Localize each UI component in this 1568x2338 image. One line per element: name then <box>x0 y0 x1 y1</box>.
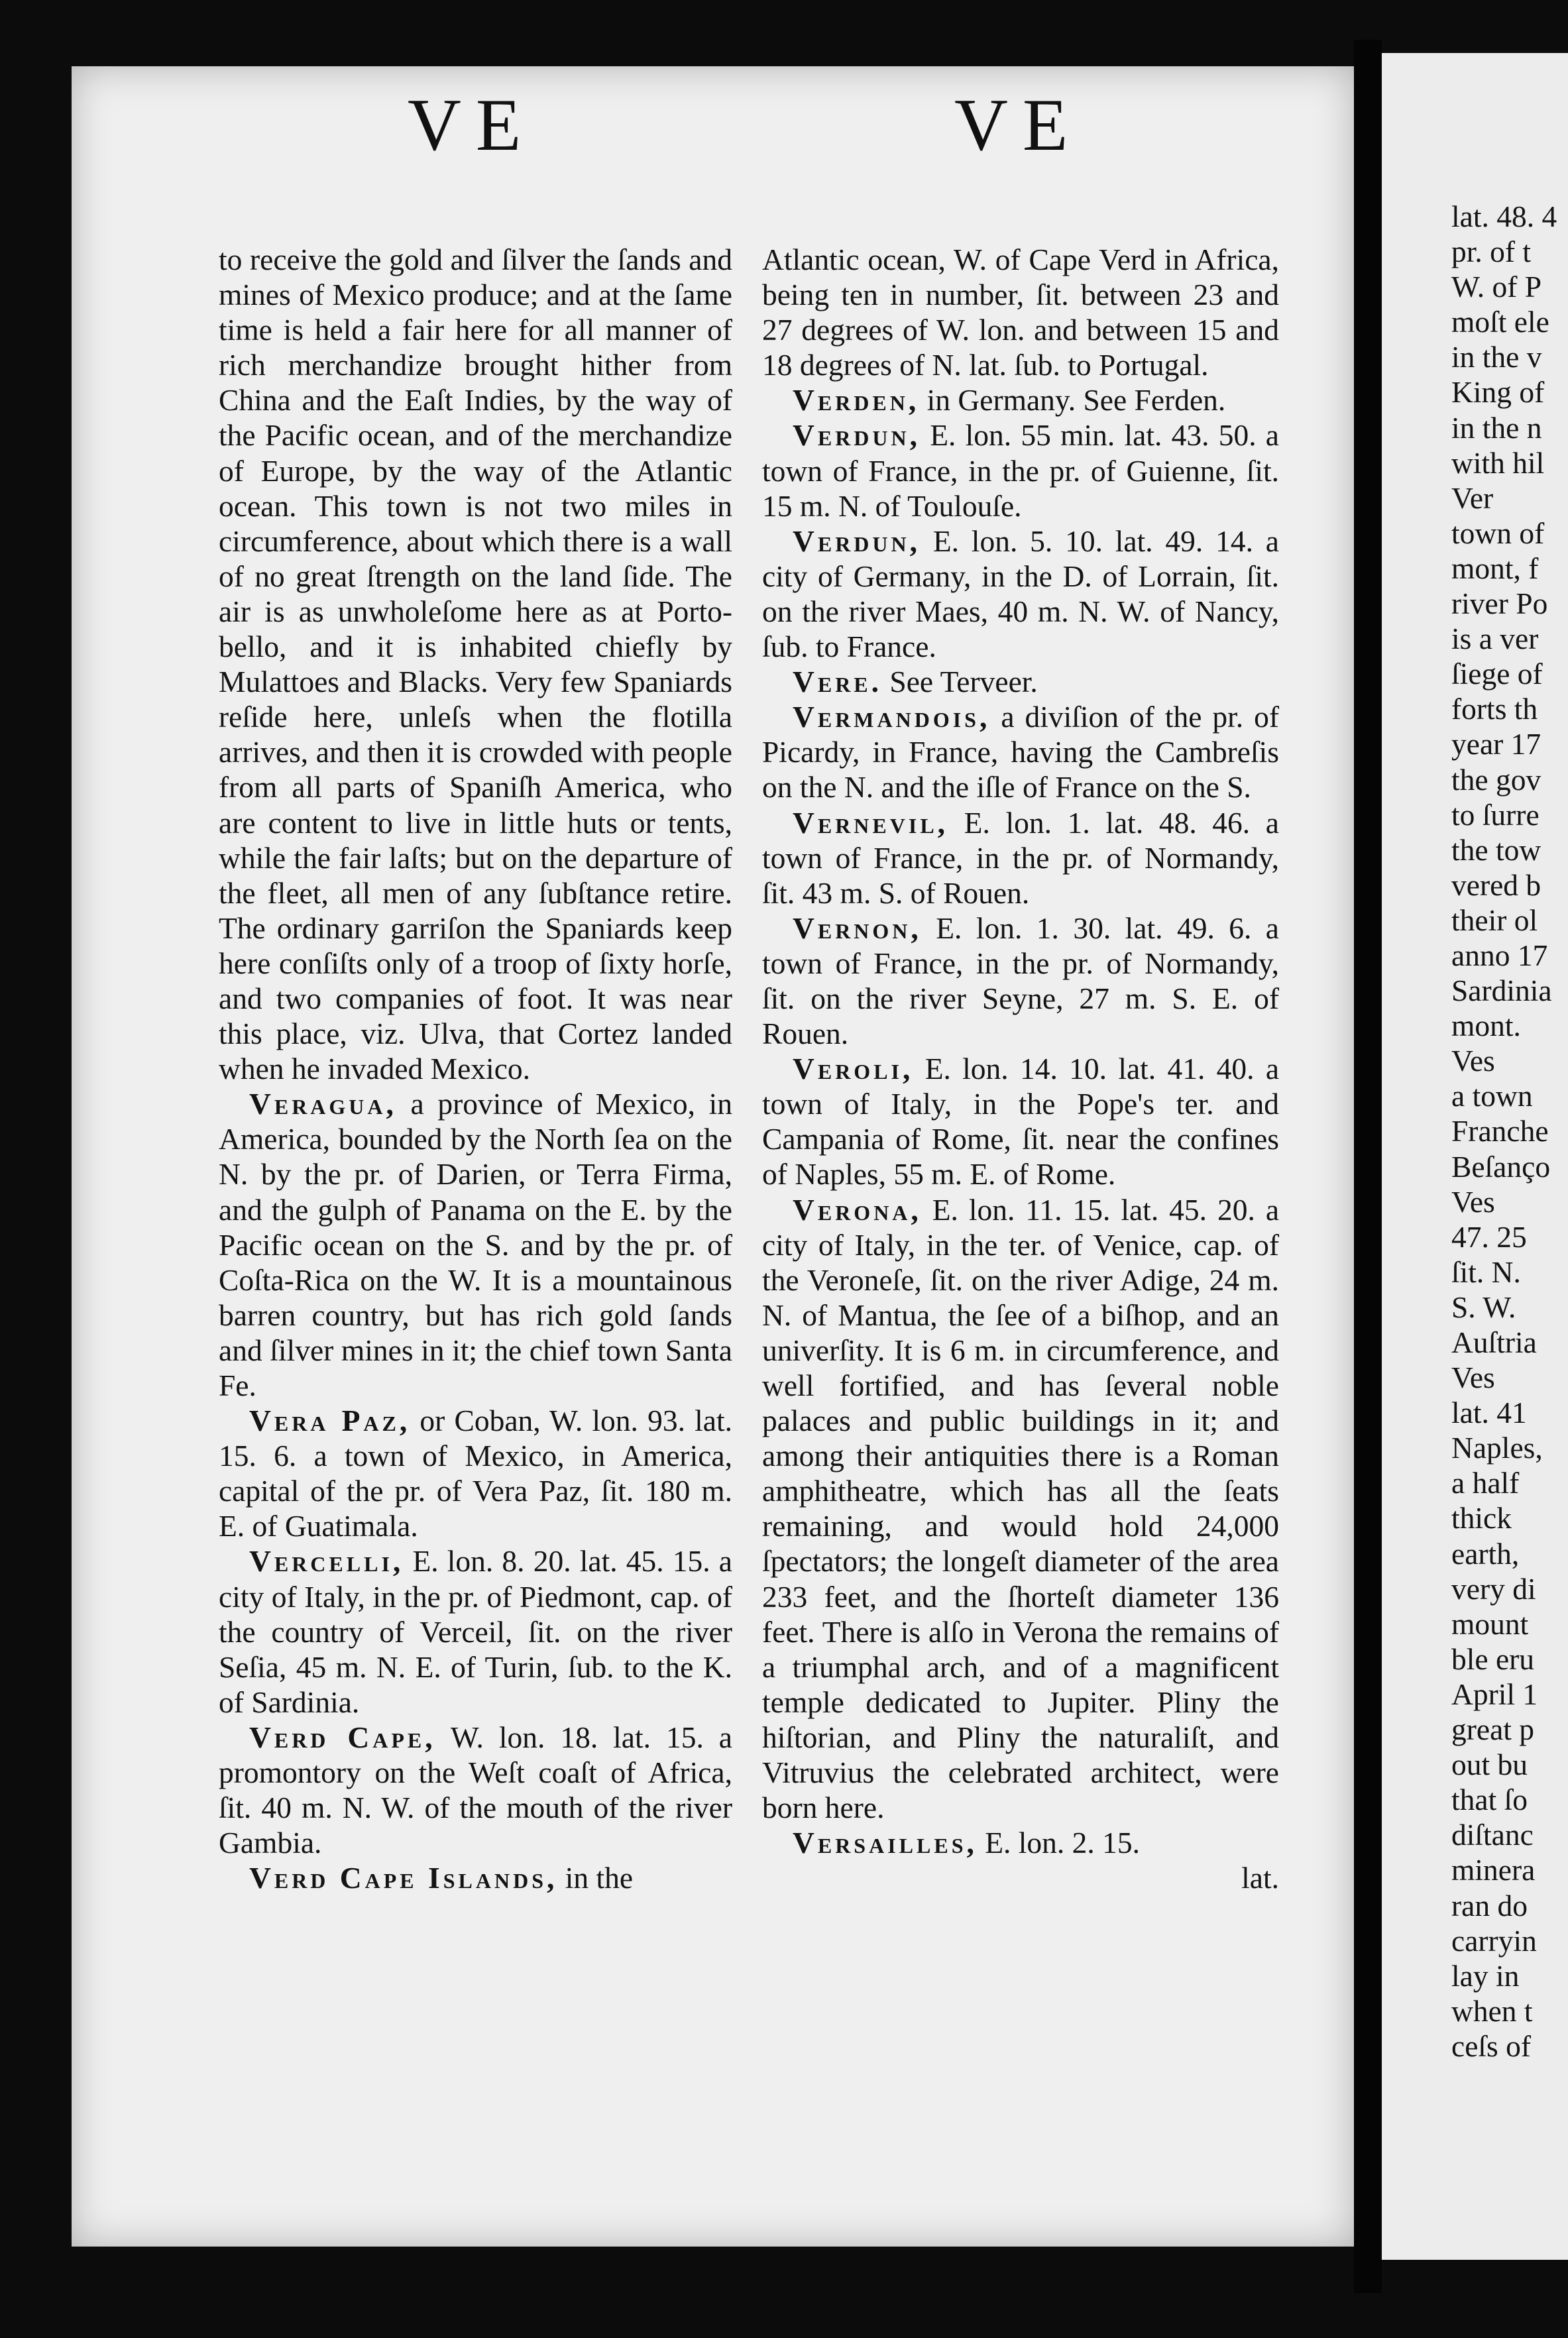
entry-headword: Veragua, <box>249 1087 397 1121</box>
entry-paragraph <box>219 1086 732 1403</box>
fragment-line: lay in <box>1451 1958 1520 1993</box>
entry-headword: Verona, <box>793 1192 922 1227</box>
entry-headword: Verdun, <box>793 524 921 558</box>
fragment-line: mont. <box>1451 1009 1521 1043</box>
entry-paragraph <box>219 1543 732 1719</box>
header-left: VE <box>408 84 536 166</box>
fragment-line: 47. 25 <box>1451 1219 1527 1254</box>
fragment-line: the gov <box>1451 762 1541 797</box>
header-right: VE <box>954 84 1083 166</box>
right-column <box>762 242 1279 1895</box>
fragment-line: Beſanço <box>1451 1149 1551 1184</box>
fragment-line: that ſo <box>1451 1783 1528 1817</box>
entry-headword: Verden, <box>793 383 920 418</box>
fragment-line: King of <box>1451 375 1545 410</box>
fragment-line: Ver <box>1451 480 1494 515</box>
entry-text: E. lon. 14. 10. lat. 41. 40. a town of Italy, in the Pope's ter. and Campania of Rome, ſit. near the confines of Naples, 55 m. E. of Rome. <box>762 1052 1280 1192</box>
fragment-line: Auſtria <box>1451 1325 1537 1359</box>
entry-paragraph <box>762 242 1279 382</box>
fragment-line: Franche <box>1451 1114 1549 1148</box>
fragment-line: minera <box>1451 1853 1536 1887</box>
page-gutter <box>1354 40 1382 2293</box>
fragment-line: mont, f <box>1451 551 1539 585</box>
entry-paragraph <box>762 382 1279 418</box>
fragment-line: very di <box>1451 1571 1536 1606</box>
entry-paragraph <box>219 1860 732 1895</box>
entry-text: in Germany. See Ferden. <box>926 383 1226 418</box>
entry-text: E. lon. 2. 15. <box>985 1826 1141 1860</box>
fragment-line: town of <box>1451 516 1545 550</box>
fragment-line: thick <box>1451 1501 1512 1535</box>
entry-text: See Terveer. <box>889 665 1038 699</box>
entry-paragraph <box>762 911 1279 1051</box>
fragment-line: anno 17 <box>1451 938 1548 972</box>
fragment-line: great p <box>1451 1712 1535 1747</box>
entry-paragraph <box>762 418 1279 523</box>
fragment-line: vered b <box>1451 867 1541 902</box>
fragment-line: to ſurre <box>1451 797 1540 832</box>
fragment-line: their ol <box>1451 903 1538 937</box>
entry-paragraph <box>219 1720 732 1860</box>
entry-text: E. lon. 55 min. lat. 43. 50. a town of France, in the pr. of Guienne, ſit. 15 m. N. of Toulouſe. <box>762 418 1280 523</box>
entry-headword: Vera Paz, <box>249 1404 411 1438</box>
fragment-line: carryin <box>1451 1923 1537 1958</box>
entry-paragraph <box>762 699 1279 805</box>
fragment-line: mount <box>1451 1606 1529 1641</box>
entry-text: E. lon. 11. 15. lat. 45. 20. a city of Italy, in the ter. of Venice, cap. of the Veroneſe, ſit. on the river Adige, 24 m. N. of Mantua, the ſee of a biſhop, and an univerſity. It is 6 m. in circumference, and well fortified, and has ſeveral noble palaces and public buildings in it; and among their antiquities there is a Roman amphitheatre, which has all the ſeats remaining, and would hold 24,000 ſpectators; the longeſt diameter of the area 233 feet, and the ſhorteſt diameter 136 feet. There is alſo in Verona the remains of a triumphal arch, and of a magnificent temple dedicated to Jupiter. Pliny the hiſtorian, and Pliny the naturaliſt, and Vitruvius the celebrated architect, were born here. <box>762 1192 1280 1825</box>
fragment-line: ceſs of <box>1451 2029 1532 2063</box>
fragment-line: ble eru <box>1451 1642 1535 1676</box>
fragment-line: lat. 48. 4 <box>1451 199 1557 233</box>
entry-text: E. lon. 1. 30. lat. 49. 6. a town of France, in the pr. of Normandy, ſit. on the river Seyne, 27 m. S. E. of Rouen. <box>762 911 1280 1051</box>
entry-text: W. lon. 18. lat. 15. a promontory on the Weſt coaſt of Africa, ſit. 40 m. N. W. of the mouth of the river Gambia. <box>219 1720 732 1860</box>
entry-paragraph <box>762 1192 1279 1826</box>
fragment-line: the tow <box>1451 832 1541 867</box>
entry-paragraph <box>762 1051 1279 1192</box>
entry-text: a diviſion of the pr. of Picardy, in France, having the Cambreſis on the N. and the iſle of France on the S. <box>762 700 1279 805</box>
fragment-line: W. of P <box>1451 270 1542 304</box>
entry-paragraph <box>762 1825 1279 1860</box>
fragment-line: moſt ele <box>1451 305 1549 339</box>
entry-headword: Veroli, <box>793 1052 914 1086</box>
fragment-line: in the v <box>1451 340 1542 374</box>
fragment-line: with hil <box>1451 445 1545 480</box>
fragment-line: ran do <box>1451 1888 1528 1922</box>
fragment-line: lat. 41 <box>1451 1396 1527 1430</box>
entry-paragraph <box>219 1403 732 1543</box>
fragment-line: April 1 <box>1451 1677 1538 1711</box>
entry-headword: Verd Cape, <box>249 1720 436 1754</box>
fragment-line: Ves <box>1451 1044 1495 1078</box>
fragment-line: ſiege of <box>1451 657 1543 691</box>
fragment-line: Sardinia <box>1451 974 1552 1008</box>
entry-text: a province of Mexico, in America, bounded by the North ſea on the N. by the pr. of Darien, or Terra Firma, and the gulph of Panama on the E. by the Pacific ocean on the S. and by the pr. of Coſta-Rica on the W. It is a mountainous barren country, but has rich gold ſands and ſilver mines in it; the chief town Santa Fe. <box>219 1087 732 1402</box>
fragment-line: Ves <box>1451 1361 1495 1395</box>
entry-headword: Verdun, <box>793 418 921 453</box>
fragment-line: a half <box>1451 1466 1520 1500</box>
fragment-line: is a ver <box>1451 622 1539 656</box>
entry-text: or Coban, W. lon. 93. lat. 15. 6. a town of Mexico, in America, capital of the pr. of Vera Paz, ſit. 180 m. E. of Guatimala. <box>219 1404 732 1543</box>
entry-paragraph <box>762 664 1279 699</box>
left-column <box>219 242 732 1895</box>
entry-headword: Vere. <box>793 665 883 699</box>
fragment-line: river Po <box>1451 586 1548 621</box>
next-page-fragments <box>1451 199 1557 2064</box>
fragment-line: pr. of t <box>1451 235 1532 269</box>
entry-headword: Vermandois, <box>793 700 991 734</box>
fragment-line: in the n <box>1451 410 1542 445</box>
entry-text: Atlantic ocean, W. of Cape Verd in Africa, being ten in number, ſit. between 23 and 27 degrees of W. lon. and between 15 and 18 degrees of N. lat. ſub. to Portugal. <box>762 243 1279 382</box>
fragment-line: Naples, <box>1451 1431 1543 1465</box>
entry-text: to receive the gold and ſilver the ſands and mines of Mexico produce; and at the ſame time is held a fair here for all manner of rich merchandize brought hither from China and the Eaſt Indies, by the way of the Pacific ocean, and of the merchandize of Europe, by the way of the Atlantic ocean. This town is not two miles in circumference, about which there is a wall of no great ſtrength on the land ſide. The air is as unwholeſome here as at Porto-bello, and it is inhabited chiefly by Mulattoes and Blacks. Very few Spaniards reſide here, unleſs when the flotilla arrives, and then it is crowded with people from all parts of Spaniſh America, who are content to live in little huts or tents, while the fair laſts; but on the departure of the fleet, all men of any ſubſtance retire. The ordinary garriſon the Spaniards keep here conſiſts only of a troop of ſixty horſe, and two companies of foot. It was near this place, viz. Ulva, that Cortez landed when he invaded Mexico. <box>219 243 732 1086</box>
fragment-line: ſit. N. <box>1451 1254 1521 1289</box>
entry-headword: Versailles, <box>793 1826 978 1860</box>
entry-paragraph <box>762 524 1279 664</box>
fragment-line: year 17 <box>1451 727 1541 761</box>
fragment-line: S. W. <box>1451 1290 1516 1324</box>
fragment-line: Ves <box>1451 1184 1495 1219</box>
entry-headword: Vernevil, <box>793 805 949 840</box>
entry-text: E. lon. 5. 10. lat. 49. 14. a city of Germany, in the D. of Lorrain, ſit. on the river Maes, 40 m. N. W. of Nancy, ſub. to France. <box>762 524 1279 664</box>
fragment-line: when t <box>1451 1993 1533 2028</box>
entry-headword: Vernon, <box>793 911 922 945</box>
fragment-line: diſtanc <box>1451 1818 1534 1852</box>
catchword: lat. <box>1241 1861 1279 1895</box>
fragment-line: earth, <box>1451 1536 1520 1571</box>
entry-headword: Vercelli, <box>249 1544 404 1579</box>
fragment-line: a town <box>1451 1079 1533 1113</box>
fragment-line: out bu <box>1451 1748 1528 1782</box>
entry-paragraph <box>219 242 732 1086</box>
entry-text: in the <box>565 1861 634 1895</box>
entry-text: E. lon. 8. 20. lat. 45. 15. a city of Italy, in the pr. of Piedmont, cap. of the country of Verceil, ſit. on the river Seſia, 45 m. N. E. of Turin, ſub. to the K. of Sardinia. <box>219 1544 732 1719</box>
entry-text: E. lon. 1. lat. 48. 46. a town of France, in the pr. of Normandy, ſit. 43 m. S. of Rouen. <box>762 805 1280 910</box>
entry-paragraph <box>762 805 1279 911</box>
entry-headword: Verd Cape Islands, <box>249 1861 558 1895</box>
fragment-line: forts th <box>1451 692 1538 726</box>
